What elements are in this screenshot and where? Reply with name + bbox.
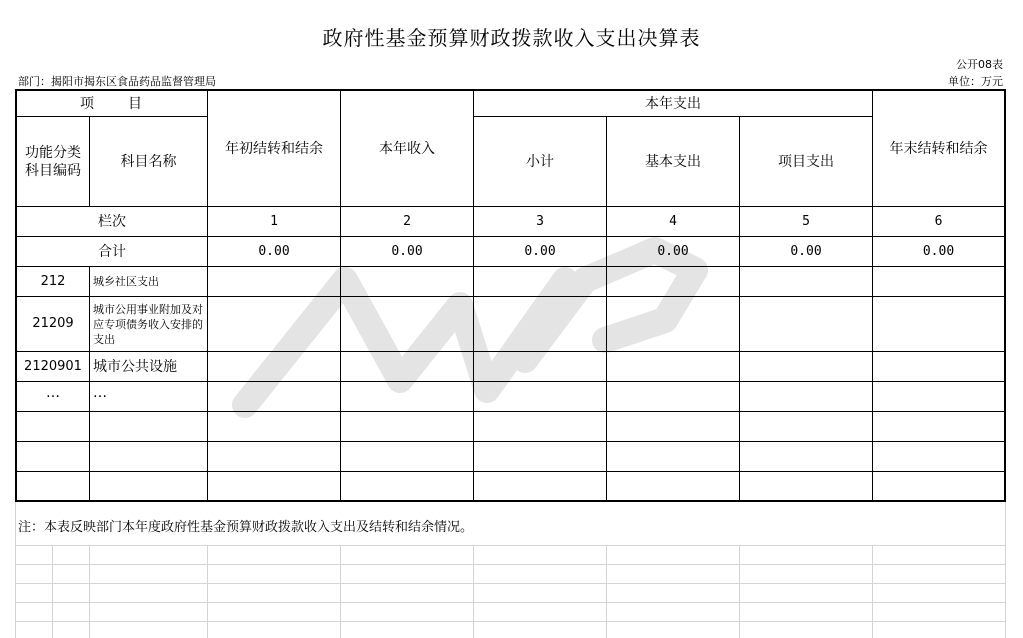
header-begin-balance: 年初结转和结余 xyxy=(225,140,323,157)
header-end-balance: 年末结转和结余 xyxy=(889,140,988,157)
total-end-balance: 0.00 xyxy=(922,243,955,259)
header-func-code: 功能分类 科目编码 xyxy=(25,144,81,179)
header-item: 项 目 xyxy=(80,95,144,112)
table-note: 注：本表反映部门本年度政府性基金预算财政拨款收入支出及结转和结余情况。 xyxy=(18,520,474,535)
header-expense-group: 本年支出 xyxy=(645,95,701,112)
total-begin-balance: 0.00 xyxy=(258,243,290,259)
table-code: 公开08表 xyxy=(956,58,1003,71)
total-basic: 0.00 xyxy=(657,243,689,259)
total-project: 0.00 xyxy=(790,243,822,259)
row-name: … xyxy=(93,385,107,401)
col-number-5: 5 xyxy=(802,213,810,229)
row-name: 城乡社区支出 xyxy=(93,275,159,288)
unit-label: 单位：万元 xyxy=(948,75,1003,88)
col-number-1: 1 xyxy=(270,213,278,229)
row-name: 城市公共设施 xyxy=(93,358,177,375)
header-income: 本年收入 xyxy=(379,140,435,157)
col-number-4: 4 xyxy=(669,213,677,229)
total-income: 0.00 xyxy=(391,243,423,259)
row-code: … xyxy=(46,385,60,401)
row-code: 21209 xyxy=(32,316,74,331)
header-basic-expense: 基本支出 xyxy=(645,153,701,170)
header-project-expense: 项目支出 xyxy=(778,153,834,170)
row-name: 城市公用事业附加及对应专项债务收入安排的支出 xyxy=(93,302,203,346)
row-code: 212 xyxy=(40,273,66,289)
col-number-2: 2 xyxy=(403,213,411,229)
department-label: 部门：揭阳市揭东区食品药品监督管理局 xyxy=(18,75,216,88)
page-title: 政府性基金预算财政拨款收入支出决算表 xyxy=(322,26,701,50)
col-number-3: 3 xyxy=(536,213,544,229)
col-number-label: 栏次 xyxy=(98,213,126,230)
header-subject-name: 科目名称 xyxy=(120,153,177,170)
total-subtotal: 0.00 xyxy=(524,243,556,259)
header-subtotal: 小计 xyxy=(526,153,554,170)
row-code: 2120901 xyxy=(24,358,82,374)
col-number-6: 6 xyxy=(934,213,943,229)
total-label: 合计 xyxy=(98,243,126,260)
